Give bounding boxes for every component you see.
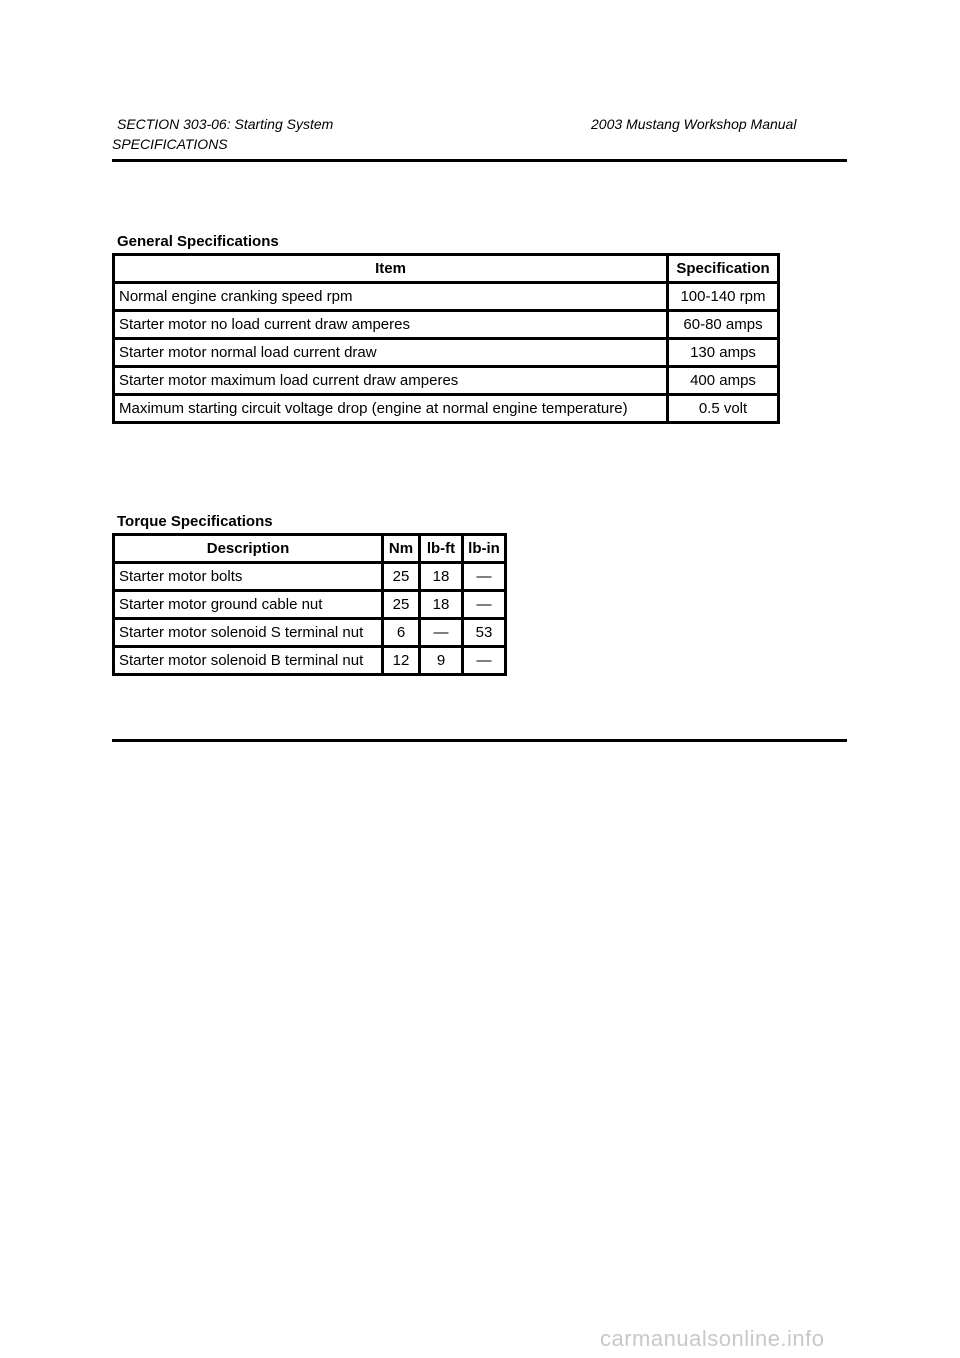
lb-in-cell: — (463, 591, 506, 619)
header-divider (112, 159, 847, 162)
nm-cell: 25 (383, 591, 420, 619)
lb-ft-cell: — (420, 619, 463, 647)
spec-cell: 60-80 amps (668, 311, 779, 339)
nm-cell: 6 (383, 619, 420, 647)
table-row (114, 395, 779, 423)
torque-specs-table (112, 533, 507, 676)
column-header-lb-in: lb-in (463, 535, 506, 563)
item-cell: Starter motor maximum load current draw amperes (114, 367, 668, 395)
lb-ft-cell: 18 (420, 591, 463, 619)
column-header-specification: Specification (668, 255, 779, 283)
lb-in-cell: — (463, 647, 506, 675)
table-header-row (114, 535, 506, 563)
table-header-row (114, 255, 779, 283)
description-cell: Starter motor solenoid B terminal nut (114, 647, 383, 675)
table-row (114, 311, 779, 339)
table-row (114, 339, 779, 367)
column-header-nm: Nm (383, 535, 420, 563)
torque-specs-title: Torque Specifications (117, 513, 273, 530)
lb-ft-cell: 18 (420, 563, 463, 591)
column-header-description: Description (114, 535, 383, 563)
item-cell: Maximum starting circuit voltage drop (engine at normal engine temperature) (114, 395, 668, 423)
item-cell: Starter motor normal load current draw (114, 339, 668, 367)
description-cell: Starter motor solenoid S terminal nut (114, 619, 383, 647)
nm-cell: 25 (383, 563, 420, 591)
watermark: carmanualsonline.info (600, 1326, 825, 1351)
table-row (114, 619, 506, 647)
table-row (114, 591, 506, 619)
section-title: SECTION 303-06: Starting System (117, 116, 334, 132)
description-cell: Starter motor bolts (114, 563, 383, 591)
manual-title: 2003 Mustang Workshop Manual (591, 116, 797, 132)
column-header-item: Item (114, 255, 668, 283)
lb-in-cell: — (463, 563, 506, 591)
spec-cell: 0.5 volt (668, 395, 779, 423)
footer-divider (112, 739, 847, 742)
table-row (114, 647, 506, 675)
spec-cell: 400 amps (668, 367, 779, 395)
table-row (114, 367, 779, 395)
page-subtitle: SPECIFICATIONS (112, 136, 228, 152)
lb-in-cell: 53 (463, 619, 506, 647)
description-cell: Starter motor ground cable nut (114, 591, 383, 619)
table-row (114, 283, 779, 311)
nm-cell: 12 (383, 647, 420, 675)
item-cell: Normal engine cranking speed rpm (114, 283, 668, 311)
table-row (114, 563, 506, 591)
column-header-lb-ft: lb-ft (420, 535, 463, 563)
general-specs-table (112, 253, 780, 424)
general-specs-title: General Specifications (117, 233, 279, 250)
spec-cell: 130 amps (668, 339, 779, 367)
lb-ft-cell: 9 (420, 647, 463, 675)
spec-cell: 100-140 rpm (668, 283, 779, 311)
item-cell: Starter motor no load current draw amperes (114, 311, 668, 339)
